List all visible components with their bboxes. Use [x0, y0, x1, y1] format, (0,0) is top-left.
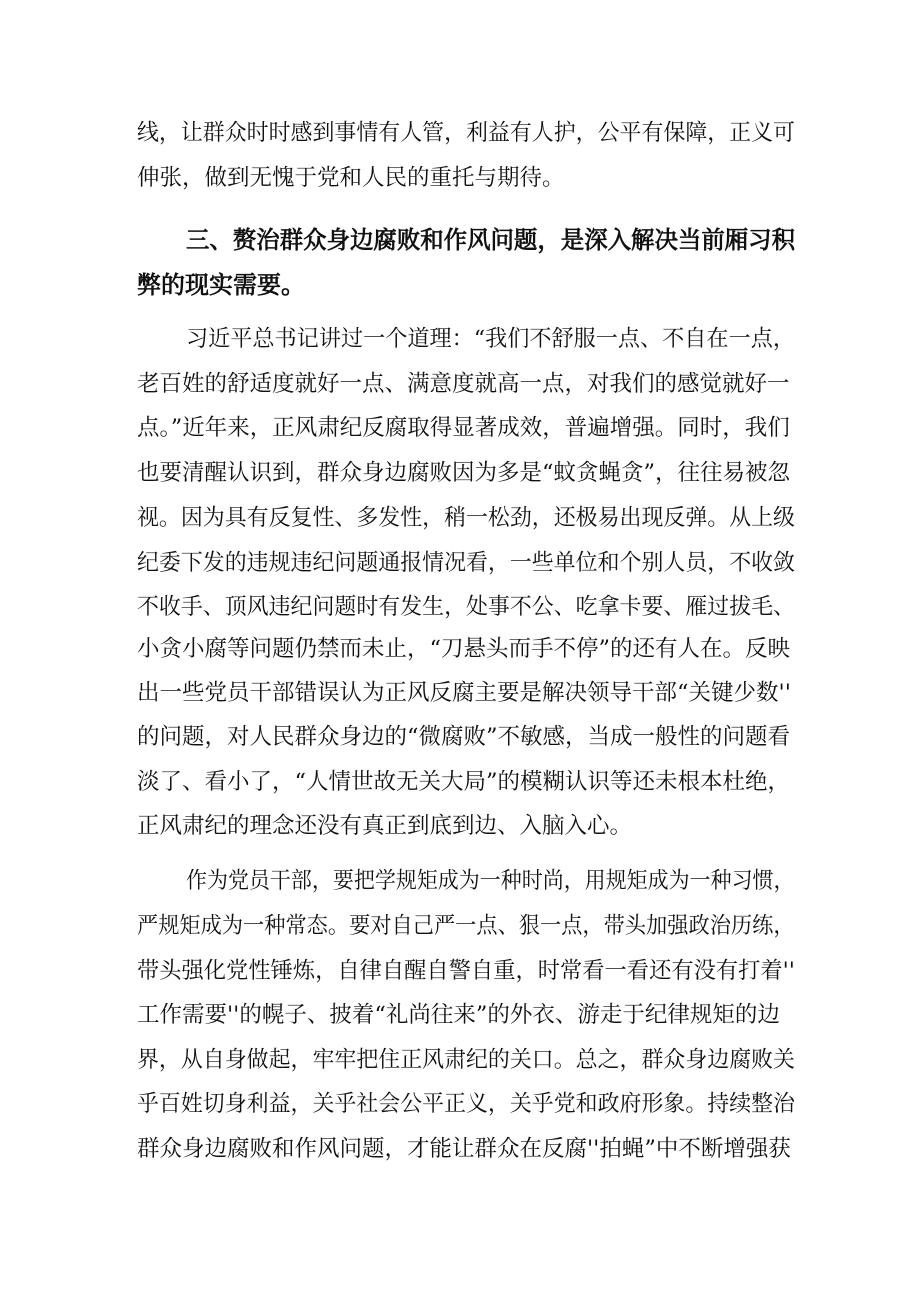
text-line: 工作需要''的幌子、披着“礼尚往来”的外衣、游走于纪律规矩的边	[137, 1002, 780, 1028]
text-line: 群众身边腐败和作风问题，才能让群众在反腐''拍蝇”中不断增强获	[137, 1136, 791, 1162]
text-line: 界，从自身做起，牢牢把住正风肃纪的关口。总之，群众身边腐败关	[137, 1047, 796, 1073]
text-line: 带头强化党性锤炼，自律自醒自警自重，时常看一看还有没有打着''	[137, 958, 795, 984]
text-line: 小贪小腐等问题仍禁而未止，“刀悬头而手不停”的还有人在。反映	[137, 636, 791, 662]
text-line: 点。”近年来，正风肃纪反腐取得显著成效，普遍增强。同时，我们	[137, 415, 790, 441]
text-line: 线，让群众时时感到事情有人管，利益有人护，公平有保障，正义可	[137, 120, 796, 146]
text-line: 出一些党员干部错误认为正风反腐主要是解决领导干部“关键少数''	[137, 680, 791, 706]
text-line: 也要清醒认识到，群众身边腐败因为多是“蚊贪蝇贪”，往往易被忽	[137, 460, 791, 486]
heading-line: 弊的现实需要。	[137, 271, 305, 299]
text-line: 习近平总书记讲过一个道理：“我们不舒服一点、不自在一点，	[186, 326, 795, 352]
text-line: 视。因为具有反复性、多发性，稍一松劲，还极易出现反弹。从上级	[137, 505, 796, 531]
text-line: 不收手、顶风违纪问题时有发生，处事不公、吃拿卡要、雁过拔毛、	[137, 594, 796, 620]
text-line: 老百姓的舒适度就好一点、满意度就高一点，对我们的感觉就好一	[137, 371, 790, 397]
text-line: 的问题，对人民群众身边的“微腐败”不敏感，当成一般性的问题看	[137, 724, 791, 750]
text-line: 乎百姓切身利益，关乎社会公平正义，关乎党和政府形象。持续整治	[137, 1091, 796, 1117]
text-line: 作为党员干部，要把学规矩成为一种时尚，用规矩成为一种习惯，	[186, 868, 795, 894]
text-line: 伸张，做到无愧于党和人民的重托与期待。	[137, 165, 565, 191]
text-line: 严规矩成为一种常态。要对自己严一点、狠一点，带头加强政治历练，	[137, 913, 795, 939]
text-line: 纪委下发的违规违纪问题通报情况看，一些单位和个别人员，不收敛	[137, 550, 796, 576]
text-line: 淡了、看小了，“人情世故无关大局”的模糊认识等还未根本杜绝，	[137, 769, 791, 795]
heading-line: 三、赘治群众身边腐败和作风问题，是深入解决当前厢习积	[186, 226, 796, 254]
text-line: 正风肃纪的理念还没有真正到底到边、入脑入心。	[137, 813, 633, 839]
